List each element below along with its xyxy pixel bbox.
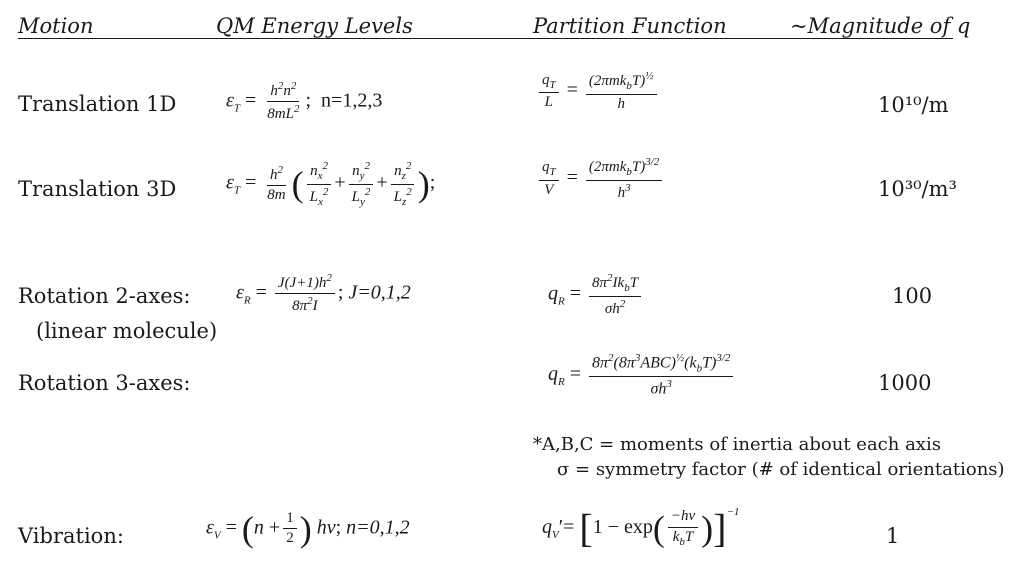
header-underline bbox=[18, 38, 953, 39]
row-label-translation-3d: Translation 3D bbox=[18, 177, 177, 201]
magnitude-rotation-2-axes: 100 bbox=[892, 284, 933, 308]
energy-translation-1d: $\varepsilon_T$ = $\frac{h^2n^2}{8mL^2}$ ; n=1,2,3 bbox=[226, 80, 383, 123]
j-values-rotation: J=0,1,2 bbox=[348, 281, 411, 304]
magnitude-translation-1d: 10¹⁰/m bbox=[878, 93, 949, 117]
energy-rotation-2-axes: $\varepsilon_R$ = $\frac{J(J+1)h^2}{8\pi^2I}$ ; J=0,1,2 bbox=[236, 272, 411, 315]
partition-translation-3d: $\frac{q_T}{V}$ = $\frac{(2\pi mk_bT)^{3/2}}{h^3}$ bbox=[536, 156, 665, 202]
row-sublabel-linear-molecule: (linear molecule) bbox=[36, 319, 218, 343]
partition-translation-1d: $\frac{q_T}{L}$ = $\frac{(2\pi mk_bT)^{\frac{1}{2}}}{h}$ bbox=[536, 70, 660, 113]
header-partition-function: Partition Function bbox=[533, 14, 727, 38]
partition-vibration: $q_V'= [1 - \exp$( $\frac{-h\nu}{k_bT}$ )]$^{-1}$ bbox=[542, 505, 740, 551]
header-magnitude: ~Magnitude of q bbox=[790, 14, 971, 38]
header-energy-levels: QM Energy Levels bbox=[216, 14, 413, 38]
n-values-translation: n=1,2,3 bbox=[321, 89, 383, 112]
magnitude-translation-3d: 10³⁰/m³ bbox=[878, 177, 957, 201]
energy-translation-3d: $\varepsilon_T$ = $\frac{h^2}{8m}$ ( $\frac{n_x^2}{L_x^2}$ + $\frac{n_y^2}{L_y^2}$ + $\frac{n_z^2}{L_z^2}$ ); bbox=[226, 160, 436, 208]
note-moments-of-inertia: *A,B,C = moments of inertia about each axis bbox=[533, 434, 941, 455]
magnitude-rotation-3-axes: 1000 bbox=[878, 371, 932, 395]
note-symmetry-factor: σ = symmetry factor (# of identical orientations) bbox=[557, 459, 1005, 480]
row-label-vibration: Vibration: bbox=[18, 524, 124, 548]
n-values-vibration: n=0,1,2 bbox=[346, 516, 410, 539]
magnitude-vibration: 1 bbox=[886, 524, 900, 548]
header-motion: Motion bbox=[18, 14, 94, 38]
energy-vibration: $\varepsilon_V = (n$ + $\frac{1}{2}$ ) hν; n=0,1,2 bbox=[206, 508, 410, 549]
row-label-translation-1d: Translation 1D bbox=[18, 92, 177, 116]
row-label-rotation-3-axes: Rotation 3-axes: bbox=[18, 371, 191, 395]
partition-rotation-2-axes: $q_R$ = $\frac{8\pi^2Ik_bT}{\sigma h^2}$ bbox=[548, 272, 644, 318]
row-label-rotation-2-axes: Rotation 2-axes: bbox=[18, 284, 191, 308]
partition-rotation-3-axes: $q_R$ = $\frac{8\pi^2(8\pi^3ABC)^{\frac{1}{2}}(k_bT)^{3/2}}{\sigma h^3}$ bbox=[548, 352, 736, 399]
